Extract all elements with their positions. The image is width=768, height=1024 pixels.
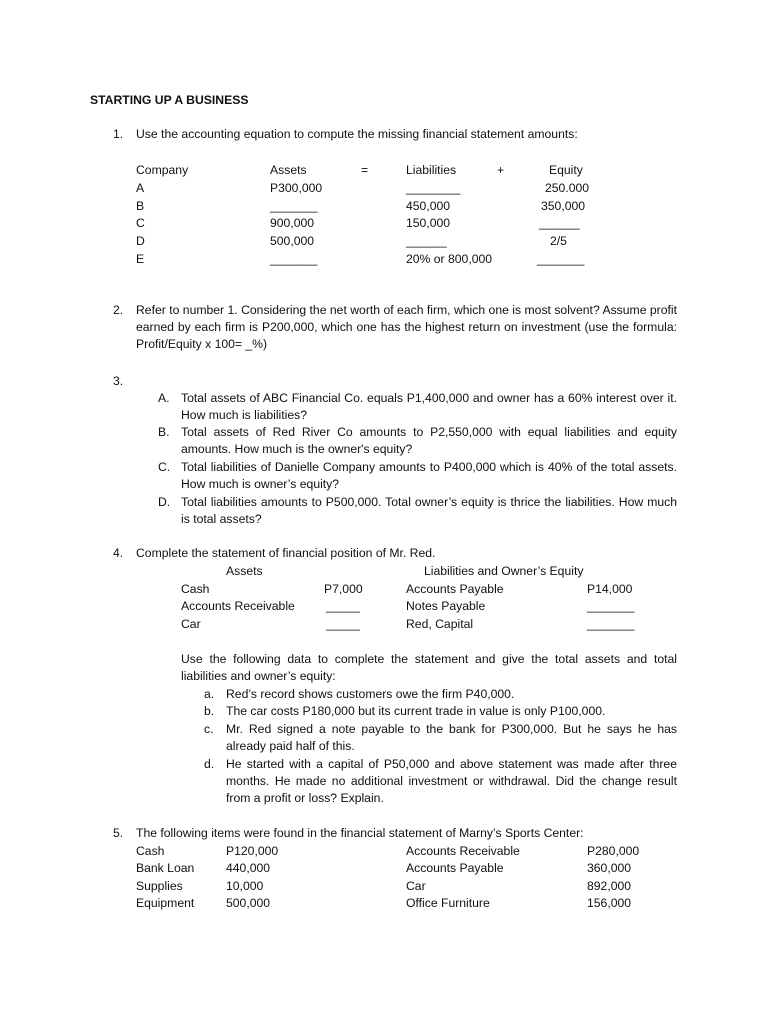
row-d-company: D <box>136 234 145 248</box>
header-liabilities: Liabilities <box>406 163 457 177</box>
fp-row-1-liability: Accounts Payable <box>406 582 504 596</box>
row-d-equity: 2/5 <box>550 234 567 248</box>
item-row-2-a: Bank Loan <box>136 861 195 875</box>
item-row-1-a-value: P120,000 <box>226 844 279 858</box>
row-c-company: C <box>136 216 145 230</box>
question-5-number: 5. <box>113 826 124 840</box>
q3-item-a-text: Total assets of ABC Financial Co. equals P1,400,000 and owner has a 60% interest over it. How much is liabilities? <box>181 391 677 422</box>
header-equity: Equity <box>549 163 583 177</box>
item-row-3-a: Supplies <box>136 879 183 893</box>
item-row-3-b: Car <box>406 879 426 893</box>
row-d-liabilities: ______ <box>406 234 447 248</box>
q3-item-a-label: A. <box>158 391 170 405</box>
header-equals: = <box>361 163 369 177</box>
q3-item-c-text: Total liabilities of Danielle Company amounts to P400,000 which is 40% of the total assets. How much is owner’s equity? <box>181 460 677 491</box>
row-a-liabilities: ________ <box>406 181 461 195</box>
item-row-4-b: Office Furniture <box>406 896 490 910</box>
row-b-liabilities: 450,000 <box>406 199 451 213</box>
item-row-3-a-value: 10,000 <box>226 879 264 893</box>
fp-row-2-liability: Notes Payable <box>406 599 486 613</box>
row-b-company: B <box>136 199 145 213</box>
q4-item-c-label: c. <box>204 722 214 736</box>
row-d-assets: 500,000 <box>270 234 315 248</box>
row-e-company: E <box>136 252 145 266</box>
fp-row-2-asset-value: _____ <box>326 599 360 613</box>
q3-item-b-label: B. <box>158 425 170 439</box>
q4-item-a-label: a. <box>204 687 215 701</box>
fp-row-2-asset: Accounts Receivable <box>181 599 295 613</box>
q3-item-d-label: D. <box>158 495 171 509</box>
row-a-assets: P300,000 <box>270 181 323 195</box>
q3-item-b-text: Total assets of Red River Co amounts to P2,550,000 with equal liabilities and equity amounts. How much is the owner's equity? <box>181 425 677 456</box>
item-row-4-a-value: 500,000 <box>226 896 271 910</box>
item-row-3-b-value: 892,000 <box>587 879 632 893</box>
row-c-equity: ______ <box>539 216 580 230</box>
question-1-text: Use the accounting equation to compute the missing financial statement amounts: <box>136 127 578 141</box>
row-c-liabilities: 150,000 <box>406 216 451 230</box>
item-row-2-a-value: 440,000 <box>226 861 271 875</box>
row-a-equity: 250.000 <box>545 181 590 195</box>
q4-item-d-text: He started with a capital of P50,000 and above statement was made after three months. He made no additional investment or withdrawal. Did the change result from a profit or loss? Explain. <box>226 757 677 805</box>
q4-item-b-text: The car costs P180,000 but its current trade in value is only P100,000. <box>226 704 606 718</box>
q4-item-c-text: Mr. Red signed a note payable to the bank for P300,000. But he says he has already paid half of this. <box>226 722 677 753</box>
question-2-text: Refer to number 1. Considering the net worth of each firm, which one is most solvent? Assume profit earned by each firm is P200,000, which one has the highest return on investment (use the formula: Profit/Equity x 100= _%) <box>136 303 677 351</box>
question-2-number: 2. <box>113 303 124 317</box>
row-b-assets: _______ <box>270 199 318 213</box>
question-3-number: 3. <box>113 374 124 388</box>
item-row-2-b: Accounts Payable <box>406 861 504 875</box>
row-e-liabilities: 20% or 800,000 <box>406 252 493 266</box>
fp-row-3-asset-value: _____ <box>326 617 360 631</box>
header-assets: Assets <box>270 163 307 177</box>
fp-row-1-asset: Cash <box>181 582 210 596</box>
fp-row-3-liability: Red, Capital <box>406 617 474 631</box>
fp-row-3-asset: Car <box>181 617 201 631</box>
item-row-1-a: Cash <box>136 844 165 858</box>
assets-header: Assets <box>226 564 263 578</box>
q4-item-d-label: d. <box>204 757 215 771</box>
row-b-equity: 350,000 <box>541 199 586 213</box>
question-4-text: Complete the statement of financial position of Mr. Red. <box>136 546 436 560</box>
question-1-number: 1. <box>113 127 124 141</box>
header-company: Company <box>136 163 189 177</box>
row-c-assets: 900,000 <box>270 216 315 230</box>
row-e-equity: _______ <box>537 252 585 266</box>
q4-item-b-label: b. <box>204 704 215 718</box>
row-a-company: A <box>136 181 145 195</box>
liabilities-header: Liabilities and Owner’s Equity <box>424 564 584 578</box>
q4-instruction: Use the following data to complete the statement and give the total assets and total liabilities and owner’s equity: <box>181 652 677 683</box>
q3-item-c-label: C. <box>158 460 171 474</box>
item-row-4-b-value: 156,000 <box>587 896 632 910</box>
fp-row-1-liability-value: P14,000 <box>587 582 633 596</box>
q4-item-a-text: Red’s record shows customers owe the firm P40,000. <box>226 687 515 701</box>
fp-row-3-liability-value: _______ <box>587 617 635 631</box>
question-5-text: The following items were found in the financial statement of Marny’s Sports Center: <box>136 826 584 840</box>
row-e-assets: _______ <box>270 252 318 266</box>
fp-row-2-liability-value: _______ <box>587 599 635 613</box>
item-row-1-b-value: P280,000 <box>587 844 640 858</box>
header-plus: + <box>497 163 505 177</box>
item-row-1-b: Accounts Receivable <box>406 844 520 858</box>
question-4-number: 4. <box>113 546 124 560</box>
item-row-2-b-value: 360,000 <box>587 861 632 875</box>
q3-item-d-text: Total liabilities amounts to P500,000. Total owner’s equity is thrice the liabilities. How much is total assets? <box>181 495 677 526</box>
item-row-4-a: Equipment <box>136 896 195 910</box>
fp-row-1-asset-value: P7,000 <box>324 582 363 596</box>
page-title: STARTING UP A BUSINESS <box>90 93 249 107</box>
